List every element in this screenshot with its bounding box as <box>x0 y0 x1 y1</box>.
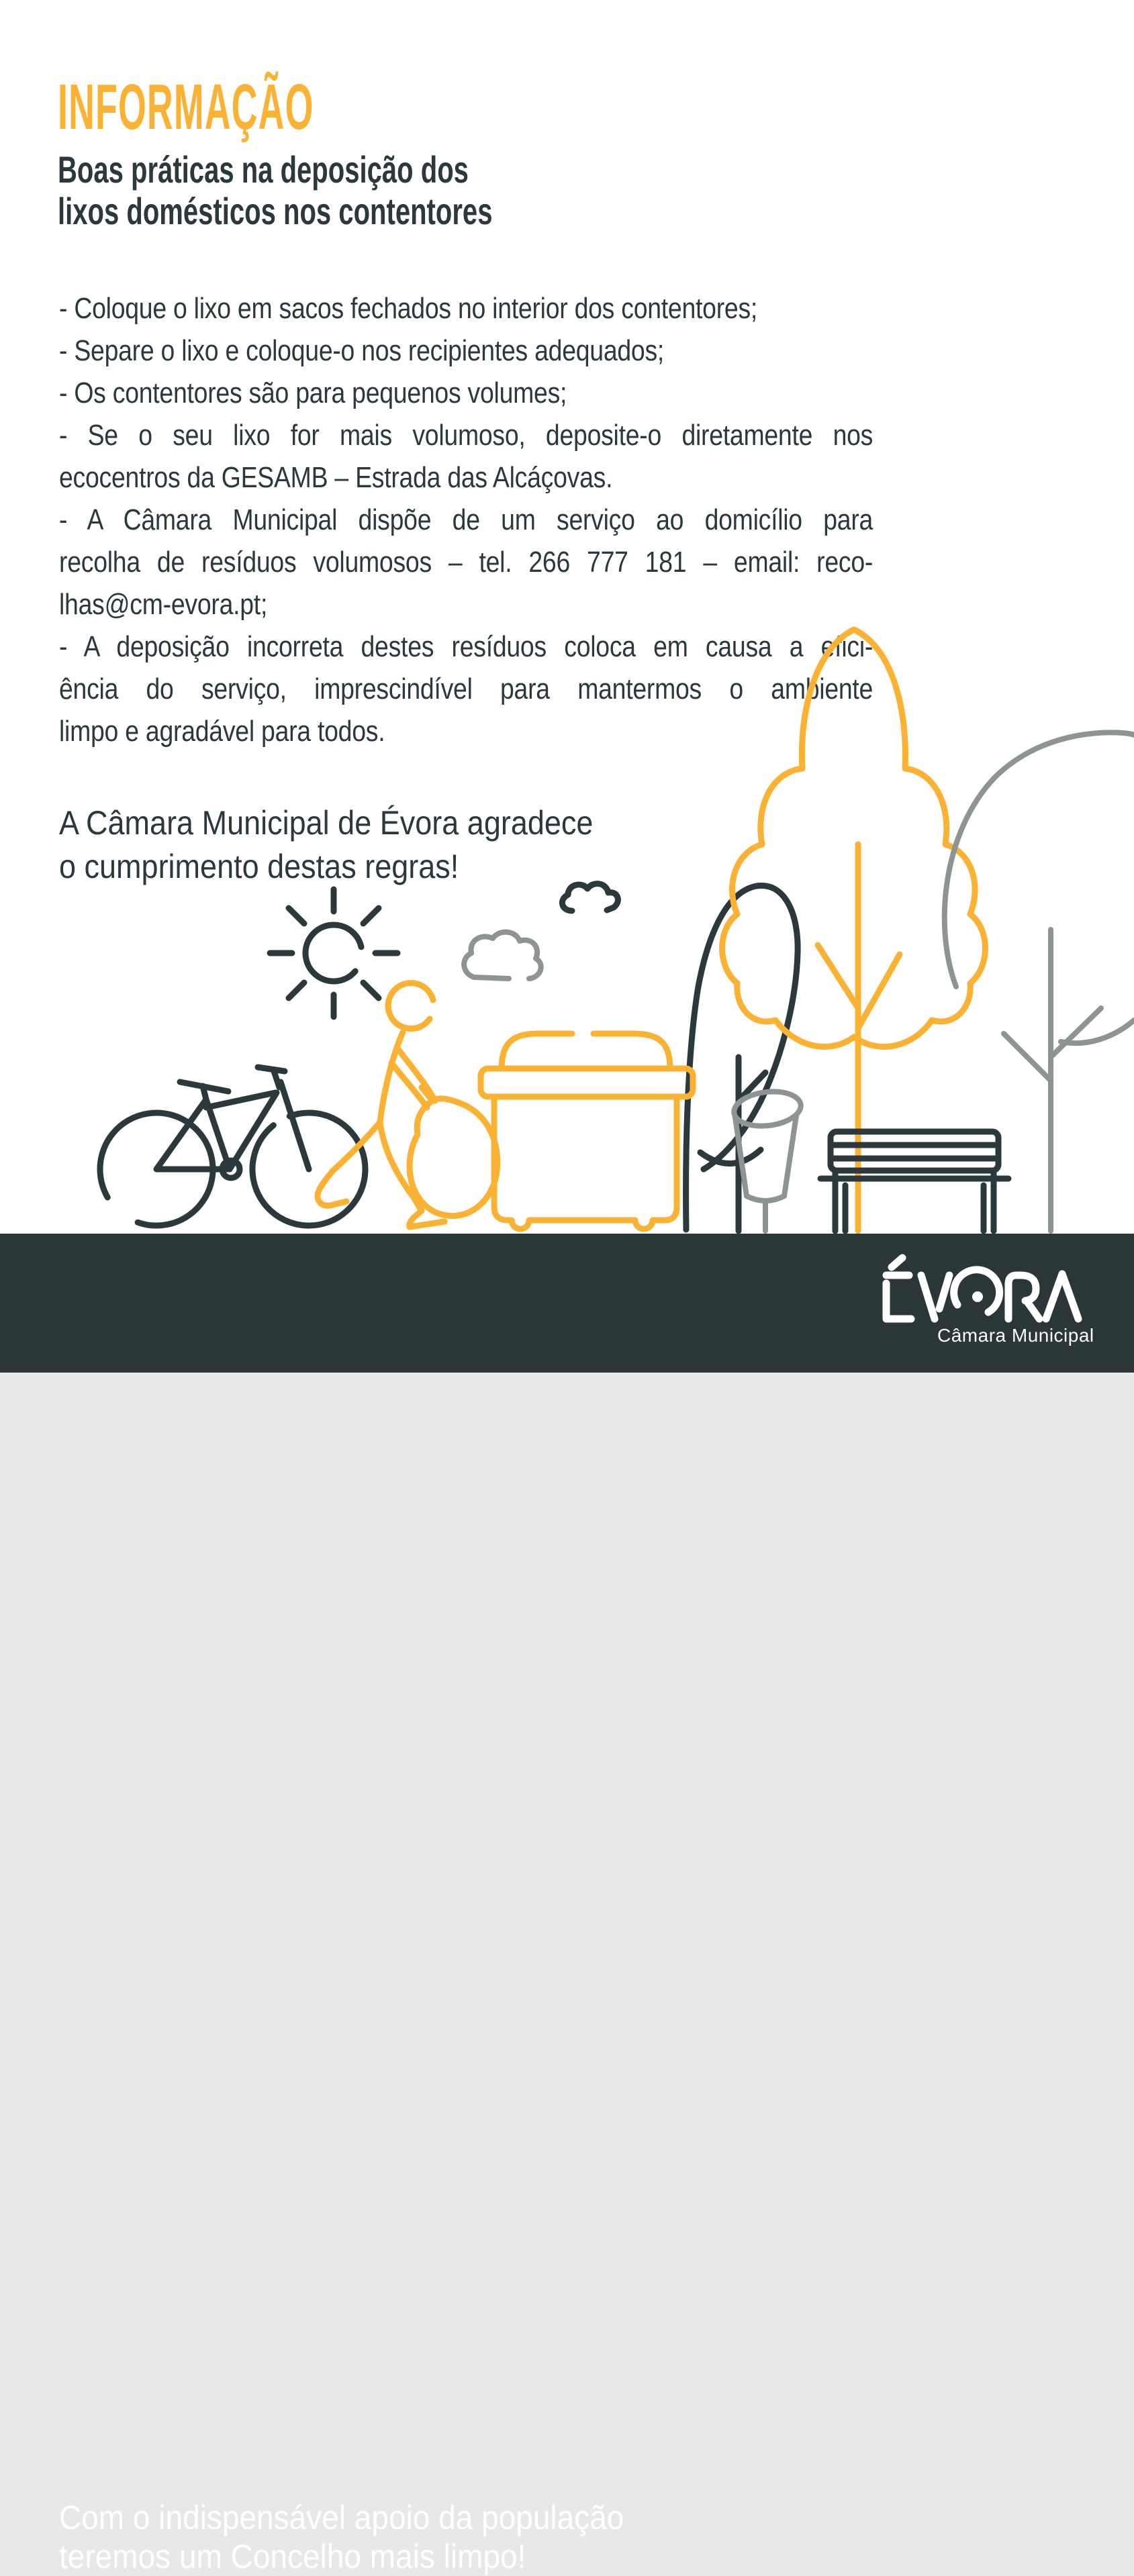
evora-logo <box>870 1243 1105 1330</box>
person-with-trash-bag-icon <box>318 983 498 1227</box>
cloud-dark-icon <box>562 884 618 911</box>
street-scene-illustration <box>0 604 1134 1234</box>
body-line: - Se o seu lixo for mais volumoso, deposite-o diretamente nos <box>59 419 873 452</box>
bench-icon <box>820 1132 1008 1231</box>
body-line: - A deposição incorreta destes resíduos coloca em causa a efici- <box>59 630 873 663</box>
evora-logo-letters <box>886 1258 1078 1319</box>
subtitle-line: lixos domésticos nos contentores <box>58 190 493 232</box>
body-line: - Coloque o lixo em sacos fechados no interior dos contentores; <box>59 292 758 325</box>
body-line: - Os contentores são para pequenos volumes; <box>59 377 567 409</box>
page-subtitle <box>58 149 528 232</box>
body-line: - A Câmara Municipal dispõe de um serviço ao domicílio para <box>59 503 873 536</box>
cloud-gray-icon <box>464 932 541 979</box>
body-line: - Separe o lixo e coloque-o nos recipientes adequados; <box>59 334 665 367</box>
body-line: limpo e agradável para todos. <box>59 715 385 748</box>
body-line: ecocentros da GESAMB – Estrada das Alcáçovas. <box>59 461 613 494</box>
logo-tagline: Câmara Municipal <box>937 1325 1094 1346</box>
body-line: ência do serviço, imprescindível para mantermos o ambiente <box>59 673 873 705</box>
footer-message-line: teremos um Concelho mais limpo! <box>59 2538 526 2575</box>
page-title: INFORMAÇÃO <box>58 71 314 143</box>
dumpster-icon <box>481 1034 693 1229</box>
waste-bin-icon <box>732 1088 802 1231</box>
body-line: recolha de resíduos volumosos – tel. 266 777 181 – email: reco- <box>59 546 873 579</box>
thanks-line: o cumprimento destas regras! <box>59 848 459 885</box>
subtitle-line: Boas práticas na deposição dos <box>58 148 469 191</box>
thanks-line: A Câmara Municipal de Évora agradece <box>59 804 594 842</box>
body-line: lhas@cm-evora.pt; <box>59 588 268 621</box>
sun-icon <box>270 889 397 1017</box>
footer-message <box>59 2498 800 2576</box>
footer-message-line: Com o indispensável apoio da população <box>59 2499 624 2536</box>
bicycle-icon <box>79 1067 381 1246</box>
